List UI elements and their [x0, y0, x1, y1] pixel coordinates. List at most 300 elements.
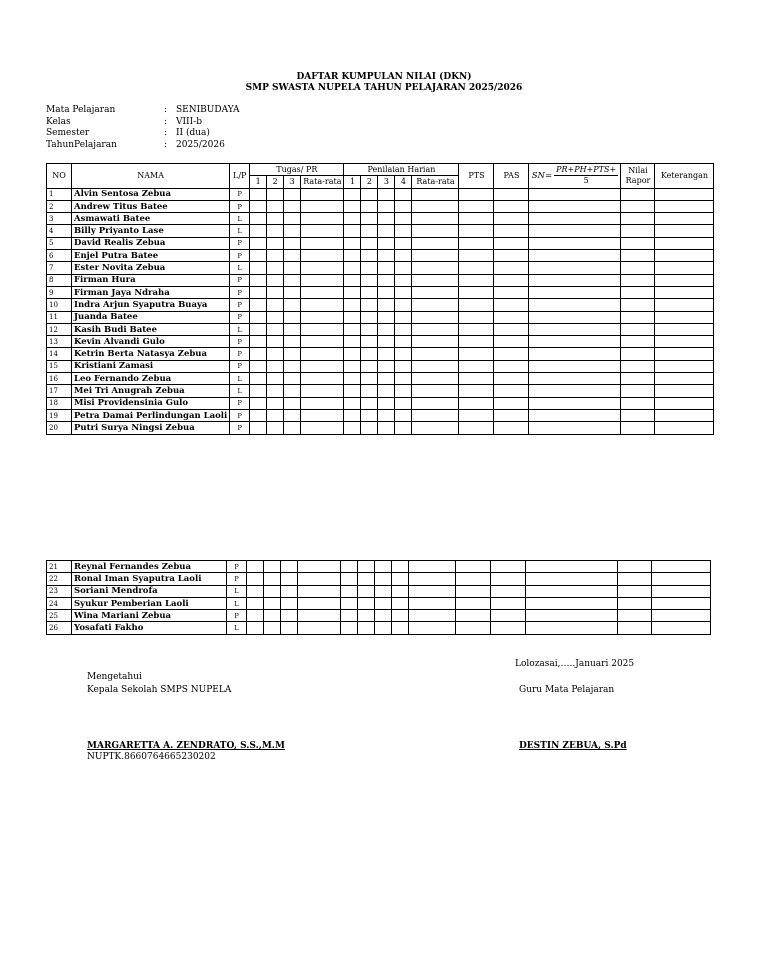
grade-cell[interactable] — [621, 360, 655, 372]
grade-cell[interactable] — [298, 573, 341, 585]
grade-cell[interactable] — [284, 373, 301, 385]
grade-cell[interactable] — [409, 585, 456, 597]
grade-cell[interactable] — [375, 610, 392, 622]
grade-cell[interactable] — [494, 237, 529, 249]
grade-cell[interactable] — [301, 348, 344, 360]
grade-cell[interactable] — [301, 422, 344, 434]
grade-cell[interactable] — [267, 360, 284, 372]
grade-cell[interactable] — [526, 610, 618, 622]
grade-cell[interactable] — [395, 250, 412, 262]
grade-cell[interactable] — [409, 610, 456, 622]
grade-cell[interactable] — [395, 213, 412, 225]
grade-cell[interactable] — [284, 385, 301, 397]
grade-cell[interactable] — [529, 200, 621, 212]
grade-cell[interactable] — [618, 561, 652, 573]
grade-cell[interactable] — [344, 250, 361, 262]
grade-cell[interactable] — [361, 373, 378, 385]
grade-cell[interactable] — [491, 561, 526, 573]
grade-cell[interactable] — [250, 311, 267, 323]
grade-cell[interactable] — [459, 422, 494, 434]
grade-cell[interactable] — [361, 225, 378, 237]
grade-cell[interactable] — [378, 373, 395, 385]
grade-cell[interactable] — [358, 585, 375, 597]
grade-cell[interactable] — [284, 311, 301, 323]
grade-cell[interactable] — [361, 188, 378, 200]
grade-cell[interactable] — [301, 336, 344, 348]
grade-cell[interactable] — [412, 348, 459, 360]
grade-cell[interactable] — [361, 262, 378, 274]
grade-cell[interactable] — [250, 409, 267, 421]
grade-cell[interactable] — [494, 336, 529, 348]
grade-cell[interactable] — [652, 573, 711, 585]
grade-cell[interactable] — [378, 422, 395, 434]
grade-cell[interactable] — [529, 262, 621, 274]
grade-cell[interactable] — [298, 585, 341, 597]
grade-cell[interactable] — [284, 299, 301, 311]
grade-cell[interactable] — [456, 585, 491, 597]
grade-cell[interactable] — [284, 225, 301, 237]
grade-cell[interactable] — [621, 299, 655, 311]
grade-cell[interactable] — [341, 622, 358, 634]
grade-cell[interactable] — [301, 373, 344, 385]
grade-cell[interactable] — [344, 385, 361, 397]
grade-cell[interactable] — [301, 299, 344, 311]
grade-cell[interactable] — [378, 250, 395, 262]
grade-cell[interactable] — [375, 585, 392, 597]
grade-cell[interactable] — [267, 188, 284, 200]
grade-cell[interactable] — [494, 262, 529, 274]
grade-cell[interactable] — [301, 385, 344, 397]
grade-cell[interactable] — [301, 262, 344, 274]
grade-cell[interactable] — [301, 323, 344, 335]
grade-cell[interactable] — [494, 311, 529, 323]
grade-cell[interactable] — [494, 286, 529, 298]
grade-cell[interactable] — [395, 360, 412, 372]
grade-cell[interactable] — [341, 597, 358, 609]
grade-cell[interactable] — [375, 573, 392, 585]
grade-cell[interactable] — [284, 262, 301, 274]
grade-cell[interactable] — [655, 188, 714, 200]
grade-cell[interactable] — [494, 422, 529, 434]
grade-cell[interactable] — [412, 409, 459, 421]
grade-cell[interactable] — [526, 597, 618, 609]
grade-cell[interactable] — [395, 323, 412, 335]
grade-cell[interactable] — [281, 573, 298, 585]
grade-cell[interactable] — [395, 286, 412, 298]
grade-cell[interactable] — [491, 610, 526, 622]
grade-cell[interactable] — [284, 323, 301, 335]
grade-cell[interactable] — [344, 348, 361, 360]
grade-cell[interactable] — [301, 274, 344, 286]
grade-cell[interactable] — [652, 561, 711, 573]
grade-cell[interactable] — [344, 409, 361, 421]
grade-cell[interactable] — [459, 299, 494, 311]
grade-cell[interactable] — [655, 336, 714, 348]
grade-cell[interactable] — [361, 299, 378, 311]
grade-cell[interactable] — [652, 622, 711, 634]
grade-cell[interactable] — [395, 311, 412, 323]
grade-cell[interactable] — [378, 360, 395, 372]
grade-cell[interactable] — [378, 385, 395, 397]
grade-cell[interactable] — [412, 225, 459, 237]
grade-cell[interactable] — [344, 274, 361, 286]
grade-cell[interactable] — [652, 585, 711, 597]
grade-cell[interactable] — [298, 622, 341, 634]
grade-cell[interactable] — [655, 286, 714, 298]
grade-cell[interactable] — [395, 225, 412, 237]
grade-cell[interactable] — [459, 286, 494, 298]
grade-cell[interactable] — [250, 422, 267, 434]
grade-cell[interactable] — [526, 573, 618, 585]
grade-cell[interactable] — [655, 274, 714, 286]
grade-cell[interactable] — [284, 274, 301, 286]
grade-cell[interactable] — [344, 373, 361, 385]
grade-cell[interactable] — [529, 286, 621, 298]
grade-cell[interactable] — [250, 237, 267, 249]
grade-cell[interactable] — [392, 622, 409, 634]
grade-cell[interactable] — [412, 250, 459, 262]
grade-cell[interactable] — [358, 622, 375, 634]
grade-cell[interactable] — [494, 409, 529, 421]
grade-cell[interactable] — [494, 348, 529, 360]
grade-cell[interactable] — [361, 250, 378, 262]
grade-cell[interactable] — [395, 385, 412, 397]
grade-cell[interactable] — [395, 397, 412, 409]
grade-cell[interactable] — [392, 561, 409, 573]
grade-cell[interactable] — [361, 348, 378, 360]
grade-cell[interactable] — [655, 397, 714, 409]
grade-cell[interactable] — [250, 360, 267, 372]
grade-cell[interactable] — [281, 585, 298, 597]
grade-cell[interactable] — [526, 585, 618, 597]
grade-cell[interactable] — [655, 225, 714, 237]
grade-cell[interactable] — [358, 610, 375, 622]
grade-cell[interactable] — [378, 262, 395, 274]
grade-cell[interactable] — [344, 311, 361, 323]
grade-cell[interactable] — [358, 561, 375, 573]
grade-cell[interactable] — [618, 597, 652, 609]
grade-cell[interactable] — [341, 561, 358, 573]
grade-cell[interactable] — [491, 585, 526, 597]
grade-cell[interactable] — [655, 250, 714, 262]
grade-cell[interactable] — [301, 200, 344, 212]
grade-cell[interactable] — [459, 311, 494, 323]
grade-cell[interactable] — [267, 213, 284, 225]
grade-cell[interactable] — [409, 561, 456, 573]
grade-cell[interactable] — [621, 262, 655, 274]
grade-cell[interactable] — [361, 200, 378, 212]
grade-cell[interactable] — [621, 409, 655, 421]
grade-cell[interactable] — [529, 373, 621, 385]
grade-cell[interactable] — [344, 188, 361, 200]
grade-cell[interactable] — [361, 274, 378, 286]
grade-cell[interactable] — [250, 336, 267, 348]
grade-cell[interactable] — [655, 360, 714, 372]
grade-cell[interactable] — [412, 213, 459, 225]
grade-cell[interactable] — [284, 348, 301, 360]
grade-cell[interactable] — [395, 373, 412, 385]
grade-cell[interactable] — [250, 274, 267, 286]
grade-cell[interactable] — [459, 360, 494, 372]
grade-cell[interactable] — [267, 397, 284, 409]
grade-cell[interactable] — [459, 250, 494, 262]
grade-cell[interactable] — [267, 385, 284, 397]
grade-cell[interactable] — [281, 622, 298, 634]
grade-cell[interactable] — [250, 348, 267, 360]
grade-cell[interactable] — [529, 213, 621, 225]
grade-cell[interactable] — [412, 286, 459, 298]
grade-cell[interactable] — [267, 348, 284, 360]
grade-cell[interactable] — [375, 561, 392, 573]
grade-cell[interactable] — [298, 610, 341, 622]
grade-cell[interactable] — [621, 188, 655, 200]
grade-cell[interactable] — [652, 597, 711, 609]
grade-cell[interactable] — [284, 286, 301, 298]
grade-cell[interactable] — [412, 336, 459, 348]
grade-cell[interactable] — [281, 610, 298, 622]
grade-cell[interactable] — [491, 597, 526, 609]
grade-cell[interactable] — [378, 188, 395, 200]
grade-cell[interactable] — [264, 622, 281, 634]
grade-cell[interactable] — [361, 422, 378, 434]
grade-cell[interactable] — [412, 373, 459, 385]
grade-cell[interactable] — [281, 597, 298, 609]
grade-cell[interactable] — [459, 213, 494, 225]
grade-cell[interactable] — [412, 299, 459, 311]
grade-cell[interactable] — [284, 336, 301, 348]
grade-cell[interactable] — [412, 274, 459, 286]
grade-cell[interactable] — [344, 262, 361, 274]
grade-cell[interactable] — [247, 597, 264, 609]
grade-cell[interactable] — [412, 323, 459, 335]
grade-cell[interactable] — [459, 385, 494, 397]
grade-cell[interactable] — [494, 225, 529, 237]
grade-cell[interactable] — [301, 213, 344, 225]
grade-cell[interactable] — [264, 561, 281, 573]
grade-cell[interactable] — [301, 188, 344, 200]
grade-cell[interactable] — [395, 188, 412, 200]
grade-cell[interactable] — [655, 262, 714, 274]
grade-cell[interactable] — [529, 311, 621, 323]
grade-cell[interactable] — [301, 311, 344, 323]
grade-cell[interactable] — [267, 409, 284, 421]
grade-cell[interactable] — [378, 323, 395, 335]
grade-cell[interactable] — [456, 610, 491, 622]
grade-cell[interactable] — [301, 409, 344, 421]
grade-cell[interactable] — [378, 299, 395, 311]
grade-cell[interactable] — [264, 597, 281, 609]
grade-cell[interactable] — [409, 597, 456, 609]
grade-cell[interactable] — [250, 373, 267, 385]
grade-cell[interactable] — [621, 250, 655, 262]
grade-cell[interactable] — [655, 237, 714, 249]
grade-cell[interactable] — [267, 336, 284, 348]
grade-cell[interactable] — [459, 262, 494, 274]
grade-cell[interactable] — [655, 200, 714, 212]
grade-cell[interactable] — [529, 274, 621, 286]
grade-cell[interactable] — [392, 597, 409, 609]
grade-cell[interactable] — [655, 323, 714, 335]
grade-cell[interactable] — [378, 237, 395, 249]
grade-cell[interactable] — [412, 311, 459, 323]
grade-cell[interactable] — [412, 188, 459, 200]
grade-cell[interactable] — [361, 409, 378, 421]
grade-cell[interactable] — [621, 274, 655, 286]
grade-cell[interactable] — [494, 373, 529, 385]
grade-cell[interactable] — [494, 200, 529, 212]
grade-cell[interactable] — [412, 397, 459, 409]
grade-cell[interactable] — [361, 237, 378, 249]
grade-cell[interactable] — [247, 610, 264, 622]
grade-cell[interactable] — [267, 237, 284, 249]
grade-cell[interactable] — [247, 585, 264, 597]
grade-cell[interactable] — [361, 336, 378, 348]
grade-cell[interactable] — [655, 213, 714, 225]
grade-cell[interactable] — [526, 561, 618, 573]
grade-cell[interactable] — [395, 262, 412, 274]
grade-cell[interactable] — [361, 286, 378, 298]
grade-cell[interactable] — [395, 200, 412, 212]
grade-cell[interactable] — [529, 348, 621, 360]
grade-cell[interactable] — [621, 422, 655, 434]
grade-cell[interactable] — [655, 348, 714, 360]
grade-cell[interactable] — [621, 200, 655, 212]
grade-cell[interactable] — [301, 286, 344, 298]
grade-cell[interactable] — [344, 200, 361, 212]
grade-cell[interactable] — [409, 622, 456, 634]
grade-cell[interactable] — [267, 299, 284, 311]
grade-cell[interactable] — [494, 397, 529, 409]
grade-cell[interactable] — [494, 188, 529, 200]
grade-cell[interactable] — [267, 373, 284, 385]
grade-cell[interactable] — [395, 422, 412, 434]
grade-cell[interactable] — [250, 250, 267, 262]
grade-cell[interactable] — [392, 573, 409, 585]
grade-cell[interactable] — [344, 286, 361, 298]
grade-cell[interactable] — [652, 610, 711, 622]
grade-cell[interactable] — [621, 397, 655, 409]
grade-cell[interactable] — [395, 348, 412, 360]
grade-cell[interactable] — [529, 385, 621, 397]
grade-cell[interactable] — [267, 323, 284, 335]
grade-cell[interactable] — [281, 561, 298, 573]
grade-cell[interactable] — [494, 213, 529, 225]
grade-cell[interactable] — [250, 188, 267, 200]
grade-cell[interactable] — [264, 585, 281, 597]
grade-cell[interactable] — [412, 360, 459, 372]
grade-cell[interactable] — [395, 237, 412, 249]
grade-cell[interactable] — [378, 409, 395, 421]
grade-cell[interactable] — [529, 409, 621, 421]
grade-cell[interactable] — [344, 360, 361, 372]
grade-cell[interactable] — [301, 397, 344, 409]
grade-cell[interactable] — [655, 422, 714, 434]
grade-cell[interactable] — [298, 597, 341, 609]
grade-cell[interactable] — [621, 237, 655, 249]
grade-cell[interactable] — [250, 286, 267, 298]
grade-cell[interactable] — [378, 286, 395, 298]
grade-cell[interactable] — [655, 385, 714, 397]
grade-cell[interactable] — [494, 385, 529, 397]
grade-cell[interactable] — [344, 213, 361, 225]
grade-cell[interactable] — [494, 360, 529, 372]
grade-cell[interactable] — [529, 422, 621, 434]
grade-cell[interactable] — [529, 336, 621, 348]
grade-cell[interactable] — [456, 622, 491, 634]
grade-cell[interactable] — [491, 622, 526, 634]
grade-cell[interactable] — [284, 422, 301, 434]
grade-cell[interactable] — [392, 610, 409, 622]
grade-cell[interactable] — [301, 225, 344, 237]
grade-cell[interactable] — [529, 323, 621, 335]
grade-cell[interactable] — [459, 397, 494, 409]
grade-cell[interactable] — [529, 250, 621, 262]
grade-cell[interactable] — [392, 585, 409, 597]
grade-cell[interactable] — [412, 237, 459, 249]
grade-cell[interactable] — [529, 188, 621, 200]
grade-cell[interactable] — [618, 573, 652, 585]
grade-cell[interactable] — [456, 573, 491, 585]
grade-cell[interactable] — [395, 274, 412, 286]
grade-cell[interactable] — [301, 250, 344, 262]
grade-cell[interactable] — [250, 262, 267, 274]
grade-cell[interactable] — [267, 200, 284, 212]
grade-cell[interactable] — [284, 409, 301, 421]
grade-cell[interactable] — [284, 200, 301, 212]
grade-cell[interactable] — [358, 597, 375, 609]
grade-cell[interactable] — [491, 573, 526, 585]
grade-cell[interactable] — [526, 622, 618, 634]
grade-cell[interactable] — [529, 360, 621, 372]
grade-cell[interactable] — [378, 213, 395, 225]
grade-cell[interactable] — [459, 336, 494, 348]
grade-cell[interactable] — [250, 397, 267, 409]
grade-cell[interactable] — [247, 573, 264, 585]
grade-cell[interactable] — [378, 311, 395, 323]
grade-cell[interactable] — [378, 274, 395, 286]
grade-cell[interactable] — [247, 561, 264, 573]
grade-cell[interactable] — [284, 237, 301, 249]
grade-cell[interactable] — [529, 237, 621, 249]
grade-cell[interactable] — [344, 323, 361, 335]
grade-cell[interactable] — [267, 422, 284, 434]
grade-cell[interactable] — [264, 573, 281, 585]
grade-cell[interactable] — [459, 323, 494, 335]
grade-cell[interactable] — [284, 250, 301, 262]
grade-cell[interactable] — [378, 225, 395, 237]
grade-cell[interactable] — [459, 237, 494, 249]
grade-cell[interactable] — [459, 200, 494, 212]
grade-cell[interactable] — [378, 336, 395, 348]
grade-cell[interactable] — [412, 385, 459, 397]
grade-cell[interactable] — [250, 225, 267, 237]
grade-cell[interactable] — [378, 397, 395, 409]
grade-cell[interactable] — [395, 409, 412, 421]
grade-cell[interactable] — [378, 348, 395, 360]
grade-cell[interactable] — [655, 311, 714, 323]
grade-cell[interactable] — [456, 561, 491, 573]
grade-cell[interactable] — [344, 237, 361, 249]
grade-cell[interactable] — [247, 622, 264, 634]
grade-cell[interactable] — [459, 373, 494, 385]
grade-cell[interactable] — [494, 250, 529, 262]
grade-cell[interactable] — [361, 385, 378, 397]
grade-cell[interactable] — [621, 213, 655, 225]
grade-cell[interactable] — [655, 409, 714, 421]
grade-cell[interactable] — [341, 573, 358, 585]
grade-cell[interactable] — [375, 597, 392, 609]
grade-cell[interactable] — [284, 397, 301, 409]
